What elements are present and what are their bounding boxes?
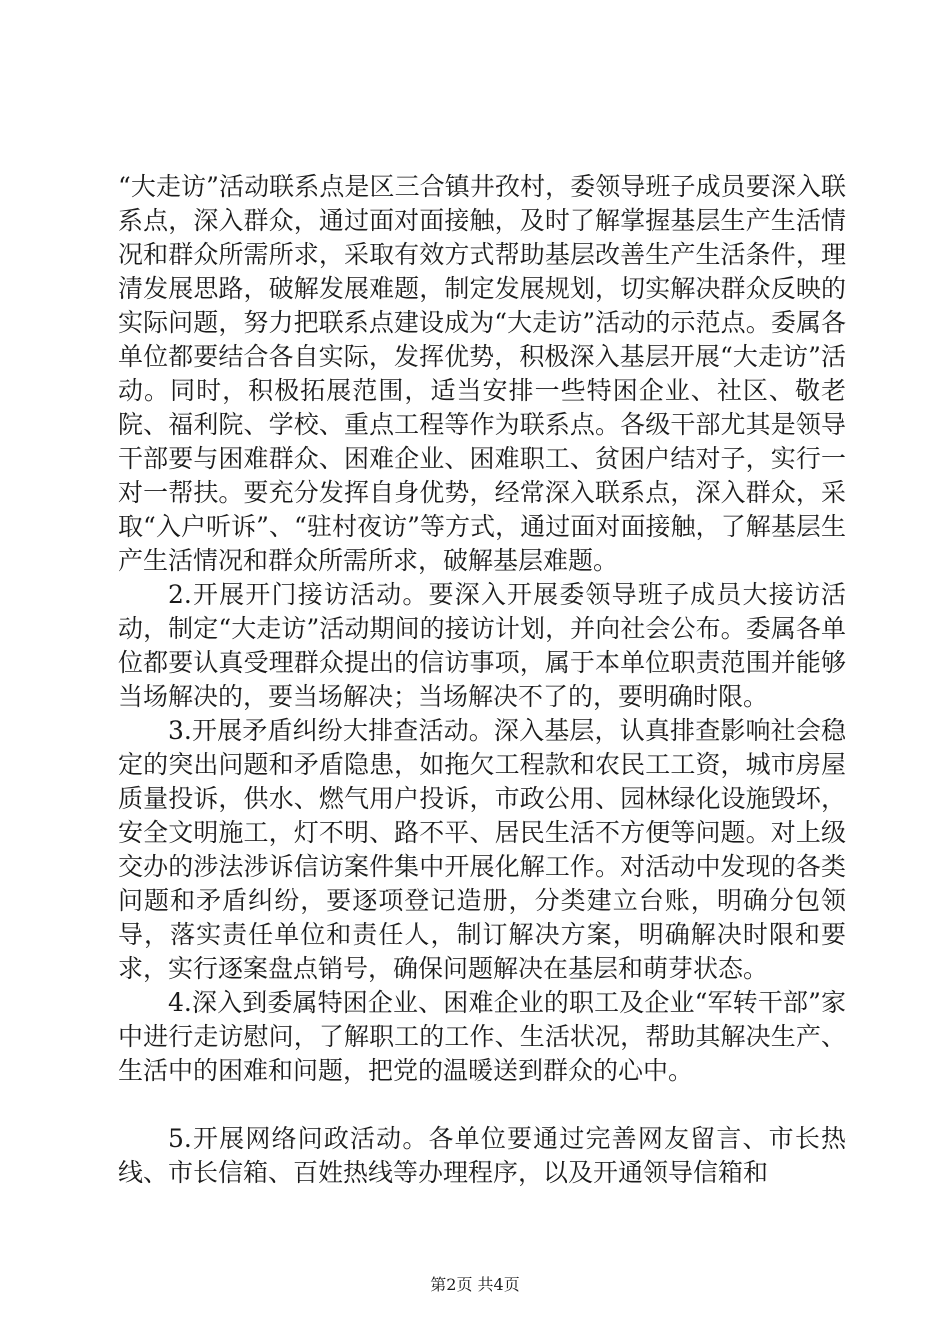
document-body — [118, 170, 846, 1190]
page-footer: 第2页 共4页 — [430, 1275, 520, 1294]
paragraph-4: 4.深入到委属特困企业、困难企业的职工及企业“军转干部”家中进行走访慰问，了解职工的工作、生活状况，帮助其解决生产、生活中的困难和问题，把党的温暖送到群众的心中。 — [118, 988, 846, 1085]
paragraph-5: 5.开展网络问政活动。各单位要通过完善网友留言、市长热线、市长信箱、百姓热线等办理程序，以及开通领导信箱和 — [118, 1124, 846, 1187]
paragraph-3: 3.开展矛盾纠纷大排查活动。深入基层，认真排查影响社会稳定的突出问题和矛盾隐患，如拖欠工程款和农民工工资，城市房屋质量投诉，供水、燃气用户投诉，市政公用、园林绿化设施毁坏，安全文明施工，灯不明、路不平、居民生活不方便等问题。对上级交办的涉法涉诉信访案件集中开展化解工作。对活动中发现的各类问题和矛盾纠纷，要逐项登记造册，分类建立台账，明确分包领导，落实责任单位和责任人，制订解决方案，明确解决时限和要求，实行逐案盘点销号，确保问题解决在基层和萌芽状态。 — [118, 716, 846, 983]
paragraph-1: “大走访”活动联系点是区三合镇井孜村，委领导班子成员要深入联系点，深入群众，通过面对面接触，及时了解掌握基层生产生活情况和群众所需所求，采取有效方式帮助基层改善生产生活条件，理清发展思路，破解发展难题，制定发展规划，切实解决群众反映的实际问题，努力把联系点建设成为“大走访”活动的示范点。委属各单位都要结合各自实际，发挥优势，积极深入基层开展“大走访”活动。同时，积极拓展范围，适当安排一些特困企业、社区、敬老院、福利院、学校、重点工程等作为联系点。各级干部尤其是领导干部要与困难群众、困难企业、困难职工、贫困户结对子，实行一对一帮扶。要充分发挥自身优势，经常深入联系点，深入群众，采取“入户听诉”、“驻村夜访”等方式，通过面对面接触，了解基层生产生活情况和群众所需所求，破解基层难题。 — [118, 172, 846, 575]
paragraph-2: 2.开展开门接访活动。要深入开展委领导班子成员大接访活动，制定“大走访”活动期间的接访计划，并向社会公布。委属各单位都要认真受理群众提出的信访事项，属于本单位职责范围并能够当场解决的，要当场解决；当场解决不了的，要明确时限。 — [118, 580, 846, 711]
